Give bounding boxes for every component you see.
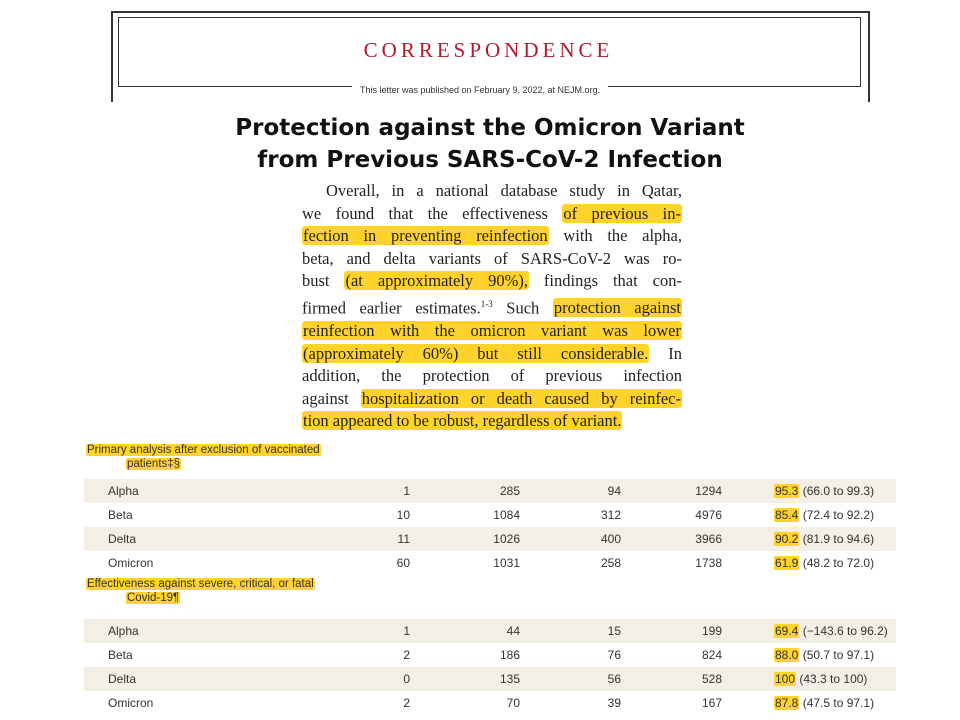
- abstract-text: Overall, in a national database study in Qatar, we found that the effectiveness of previous in- fection in preventing reinfection with the alpha, beta, and delta variants of SARS-CoV-2 was ro- bust (at approximately 90%), findings that con- firmed earlier estimates.$^{1-3}$ Such protection against reinfection with the omicron variant was lower (approximately 60%) but still considerable. In addition, the protection of previous infection against hospitalization or death caused by reinfec- tion appeared to be robust, regardless of variant.: [302, 181, 682, 431]
- table-row: [84, 691, 896, 715]
- table-row: [84, 503, 896, 527]
- effectiveness-value: 61.9 (48.2 to 72.0): [775, 556, 875, 570]
- cell-value: 824: [701, 648, 722, 662]
- effectiveness-value: 88.0 (50.7 to 97.1): [775, 648, 875, 662]
- section-title: CORRESPONDENCE: [363, 38, 614, 62]
- highlight: reinfection with the omicron variant was lower: [303, 321, 681, 341]
- publication-note: This letter was published on February 9, 2022, at NEJM.org.: [0, 78, 960, 96]
- highlight: tion appeared to be robust, regardless of variant.: [303, 411, 622, 431]
- cell-value: 70: [506, 696, 520, 710]
- cell-value: 1294: [695, 484, 722, 498]
- effectiveness-value: 69.4 (−143.6 to 96.2): [775, 624, 888, 638]
- cell-value: 60: [396, 556, 410, 570]
- cell-value: 2: [403, 696, 410, 710]
- cell-value: 135: [499, 672, 520, 686]
- highlight: of previous in-: [563, 203, 681, 223]
- effectiveness-value: 95.3 (66.0 to 99.3): [775, 484, 875, 498]
- cell-value: 10: [396, 508, 410, 522]
- cell-value: 199: [701, 624, 722, 638]
- cell-value: 1738: [695, 556, 722, 570]
- cell-value: 76: [607, 648, 621, 662]
- effectiveness-value: 100 (43.3 to 100): [775, 672, 868, 686]
- variant-name: Beta: [108, 508, 133, 522]
- cell-value: 1031: [493, 556, 520, 570]
- table-row: [84, 667, 896, 691]
- section-label: Effectiveness against severe, critical, or fatal Covid-19¶: [87, 578, 314, 604]
- cell-value: 258: [600, 556, 621, 570]
- table-section-header: [84, 575, 896, 619]
- cell-value: 2: [403, 648, 410, 662]
- variant-name: Delta: [108, 532, 137, 546]
- highlight: fection in preventing reinfection: [303, 226, 548, 246]
- variant-name: Beta: [108, 648, 133, 662]
- cell-value: 0: [403, 672, 410, 686]
- variant-name: Delta: [108, 672, 137, 686]
- cell-value: 1026: [493, 532, 520, 546]
- cell-value: 3966: [695, 532, 722, 546]
- cell-value: 44: [506, 624, 520, 638]
- effectiveness-value: 90.2 (81.9 to 94.6): [775, 532, 875, 546]
- highlight: hospitalization or death caused by reinfec-: [361, 388, 681, 408]
- article-title: Protection against the Omicron Variant from Previous SARS-CoV-2 Infection: [235, 115, 745, 173]
- highlight: protection against: [553, 298, 682, 318]
- cell-value: 15: [607, 624, 621, 638]
- cell-value: 285: [499, 484, 520, 498]
- cell-value: 312: [600, 508, 621, 522]
- cell-value: 167: [701, 696, 722, 710]
- effectiveness-value: 85.4 (72.4 to 92.2): [775, 508, 875, 522]
- section-label: Primary analysis after exclusion of vaccinated patients‡§: [87, 444, 320, 470]
- cell-value: 11: [397, 532, 410, 546]
- cell-value: 528: [701, 672, 722, 686]
- variant-name: Omicron: [108, 696, 154, 710]
- table-section-header: [84, 441, 896, 479]
- cell-value: 4976: [695, 508, 722, 522]
- table-row: [84, 619, 896, 643]
- table-row: [84, 479, 896, 503]
- cell-value: 1084: [493, 508, 520, 522]
- table-row: [84, 551, 896, 575]
- cell-value: 1: [403, 484, 410, 498]
- variant-name: Alpha: [108, 624, 139, 638]
- cell-value: 39: [607, 696, 621, 710]
- cell-value: 94: [607, 484, 621, 498]
- effectiveness-value: 87.8 (47.5 to 97.1): [775, 696, 875, 710]
- table-row: [84, 527, 896, 551]
- results-table: [84, 441, 896, 715]
- cell-value: 56: [607, 672, 621, 686]
- variant-name: Omicron: [108, 556, 154, 570]
- highlight: (approximately 60%) but still considerable.: [303, 343, 649, 363]
- cell-value: 1: [403, 624, 410, 638]
- highlight: (at approximately 90%),: [345, 271, 528, 291]
- cell-value: 186: [499, 648, 520, 662]
- variant-name: Alpha: [108, 484, 139, 498]
- table-row: [84, 643, 896, 667]
- cell-value: 400: [600, 532, 621, 546]
